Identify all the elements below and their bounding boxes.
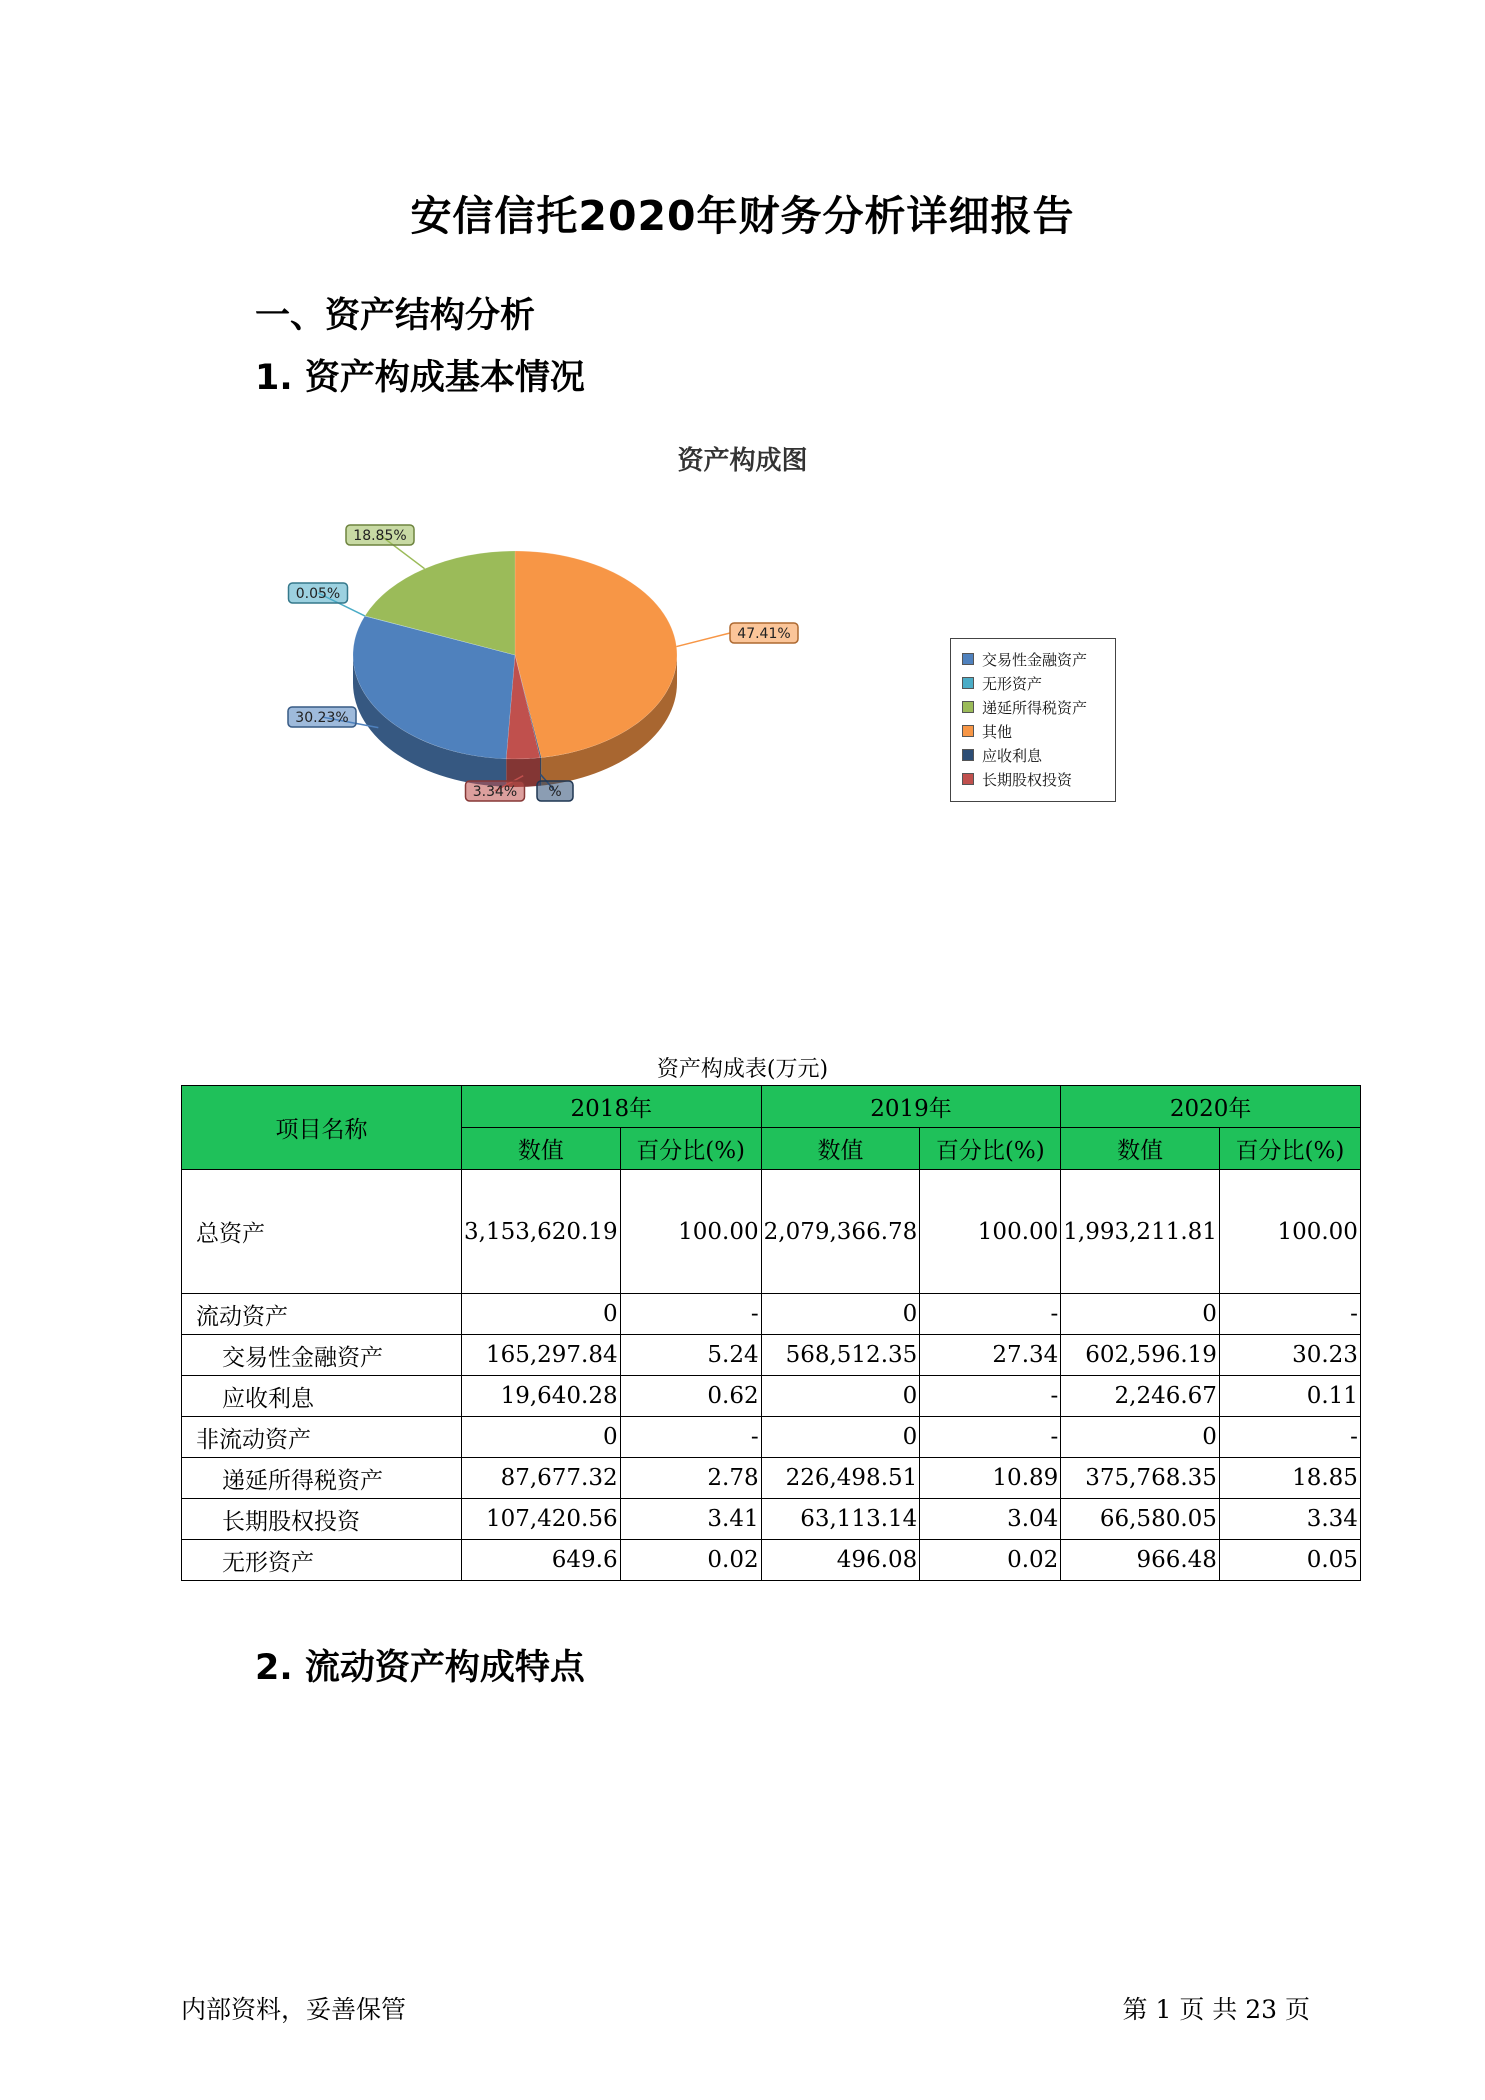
cell-percent: 0.02 — [920, 1540, 1061, 1581]
legend-item — [962, 671, 1115, 695]
cell-percent: 3.34 — [1219, 1499, 1360, 1540]
row-label: 总资产 — [182, 1170, 462, 1294]
cell-value: 0 — [761, 1376, 920, 1417]
cell-percent: - — [620, 1417, 761, 1458]
cell-value: 2,246.67 — [1061, 1376, 1220, 1417]
row-label: 无形资产 — [182, 1540, 462, 1581]
cell-percent: 0.02 — [620, 1540, 761, 1581]
cell-value: 226,498.51 — [761, 1458, 920, 1499]
cell-value: 0 — [1061, 1294, 1220, 1335]
table-caption: 资产构成表(万元) — [656, 1057, 829, 1082]
cell-value: 87,677.32 — [462, 1458, 621, 1499]
cell-percent: 100.00 — [620, 1170, 761, 1294]
cell-value: 0 — [761, 1417, 920, 1458]
cell-value: 375,768.35 — [1061, 1458, 1220, 1499]
data-label: 18.85% — [353, 528, 407, 544]
cell-percent: - — [920, 1376, 1061, 1417]
cell-value: 0 — [1061, 1417, 1220, 1458]
cell-percent: 30.23 — [1219, 1335, 1360, 1376]
cell-percent: 3.04 — [920, 1499, 1061, 1540]
section-heading: 一、资产结构分析 — [255, 296, 536, 336]
data-label: 47.41% — [737, 626, 791, 642]
data-label-leader — [676, 633, 730, 647]
row-label: 应收利息 — [182, 1376, 462, 1417]
legend-swatch — [962, 701, 974, 713]
cell-value: 1,993,211.81 — [1061, 1170, 1220, 1294]
cell-value: 3,153,620.19 — [462, 1170, 621, 1294]
cell-value: 19,640.28 — [462, 1376, 621, 1417]
header-percent: 百分比(%) — [920, 1128, 1061, 1170]
legend-item — [962, 743, 1115, 767]
page-number: 第 1 页 共 23 页 — [1122, 1995, 1310, 2024]
cell-value: 0 — [462, 1294, 621, 1335]
cell-value: 496.08 — [761, 1540, 920, 1581]
header-percent: 百分比(%) — [620, 1128, 761, 1170]
cell-value: 107,420.56 — [462, 1499, 621, 1540]
cell-value: 165,297.84 — [462, 1335, 621, 1376]
legend-label: 应收利息 — [982, 746, 1043, 765]
table-row — [182, 1170, 1361, 1294]
cell-percent: - — [920, 1417, 1061, 1458]
cell-value: 0 — [462, 1417, 621, 1458]
cell-value: 0 — [761, 1294, 920, 1335]
row-label: 流动资产 — [182, 1294, 462, 1335]
pie-chart — [270, 495, 830, 825]
cell-percent: 100.00 — [920, 1170, 1061, 1294]
header-year: 2020年 — [1061, 1086, 1361, 1128]
cell-value: 649.6 — [462, 1540, 621, 1581]
asset-composition-table — [181, 1085, 1361, 1581]
legend-swatch — [962, 773, 974, 785]
cell-value: 568,512.35 — [761, 1335, 920, 1376]
legend-label: 其他 — [982, 722, 1013, 741]
table-row — [182, 1417, 1361, 1458]
report-title: 安信信托2020年财务分析详细报告 — [410, 192, 1075, 240]
chart-title: 资产构成图 — [677, 446, 808, 476]
cell-value: 966.48 — [1061, 1540, 1220, 1581]
legend-swatch — [962, 653, 974, 665]
header-value: 数值 — [462, 1128, 621, 1170]
legend-swatch — [962, 725, 974, 737]
cell-percent: - — [920, 1294, 1061, 1335]
cell-percent: 5.24 — [620, 1335, 761, 1376]
legend-item — [962, 695, 1115, 719]
row-label: 交易性金融资产 — [182, 1335, 462, 1376]
legend-item — [962, 647, 1115, 671]
legend-label: 长期股权投资 — [982, 770, 1073, 789]
cell-value: 2,079,366.78 — [761, 1170, 920, 1294]
table-row — [182, 1335, 1361, 1376]
header-year: 2018年 — [462, 1086, 762, 1128]
legend-swatch — [962, 677, 974, 689]
chart-legend — [950, 638, 1116, 802]
cell-percent: 100.00 — [1219, 1170, 1360, 1294]
cell-percent: 18.85 — [1219, 1458, 1360, 1499]
data-label: 0.05% — [295, 586, 341, 602]
header-item-name: 项目名称 — [182, 1086, 462, 1170]
cell-percent: 2.78 — [620, 1458, 761, 1499]
table-row — [182, 1540, 1361, 1581]
footer-note: 内部资料，妥善保管 — [181, 1995, 407, 2024]
table-row — [182, 1458, 1361, 1499]
cell-percent: 27.34 — [920, 1335, 1061, 1376]
cell-percent: - — [1219, 1417, 1360, 1458]
cell-value: 66,580.05 — [1061, 1499, 1220, 1540]
data-label: % — [548, 784, 562, 800]
cell-percent: 10.89 — [920, 1458, 1061, 1499]
legend-swatch — [962, 749, 974, 761]
cell-percent: 3.41 — [620, 1499, 761, 1540]
table-row — [182, 1499, 1361, 1540]
row-label: 长期股权投资 — [182, 1499, 462, 1540]
header-year: 2019年 — [761, 1086, 1061, 1128]
legend-label: 无形资产 — [982, 674, 1043, 693]
data-label: 30.23% — [295, 710, 349, 726]
legend-label: 交易性金融资产 — [982, 650, 1088, 669]
cell-percent: 0.11 — [1219, 1376, 1360, 1417]
cell-value: 63,113.14 — [761, 1499, 920, 1540]
cell-percent: - — [620, 1294, 761, 1335]
row-label: 递延所得税资产 — [182, 1458, 462, 1499]
table-row — [182, 1376, 1361, 1417]
legend-item — [962, 719, 1115, 743]
header-value: 数值 — [1061, 1128, 1220, 1170]
data-label: 3.34% — [472, 784, 518, 800]
cell-percent: 0.05 — [1219, 1540, 1360, 1581]
header-percent: 百分比(%) — [1219, 1128, 1360, 1170]
row-label: 非流动资产 — [182, 1417, 462, 1458]
cell-percent: - — [1219, 1294, 1360, 1335]
subsection-heading: 1. 资产构成基本情况 — [255, 358, 585, 398]
table-row — [182, 1294, 1361, 1335]
legend-label: 递延所得税资产 — [982, 698, 1088, 717]
subsection-heading: 2. 流动资产构成特点 — [255, 1648, 585, 1688]
legend-item — [962, 767, 1115, 791]
cell-value: 602,596.19 — [1061, 1335, 1220, 1376]
header-value: 数值 — [761, 1128, 920, 1170]
cell-percent: 0.62 — [620, 1376, 761, 1417]
